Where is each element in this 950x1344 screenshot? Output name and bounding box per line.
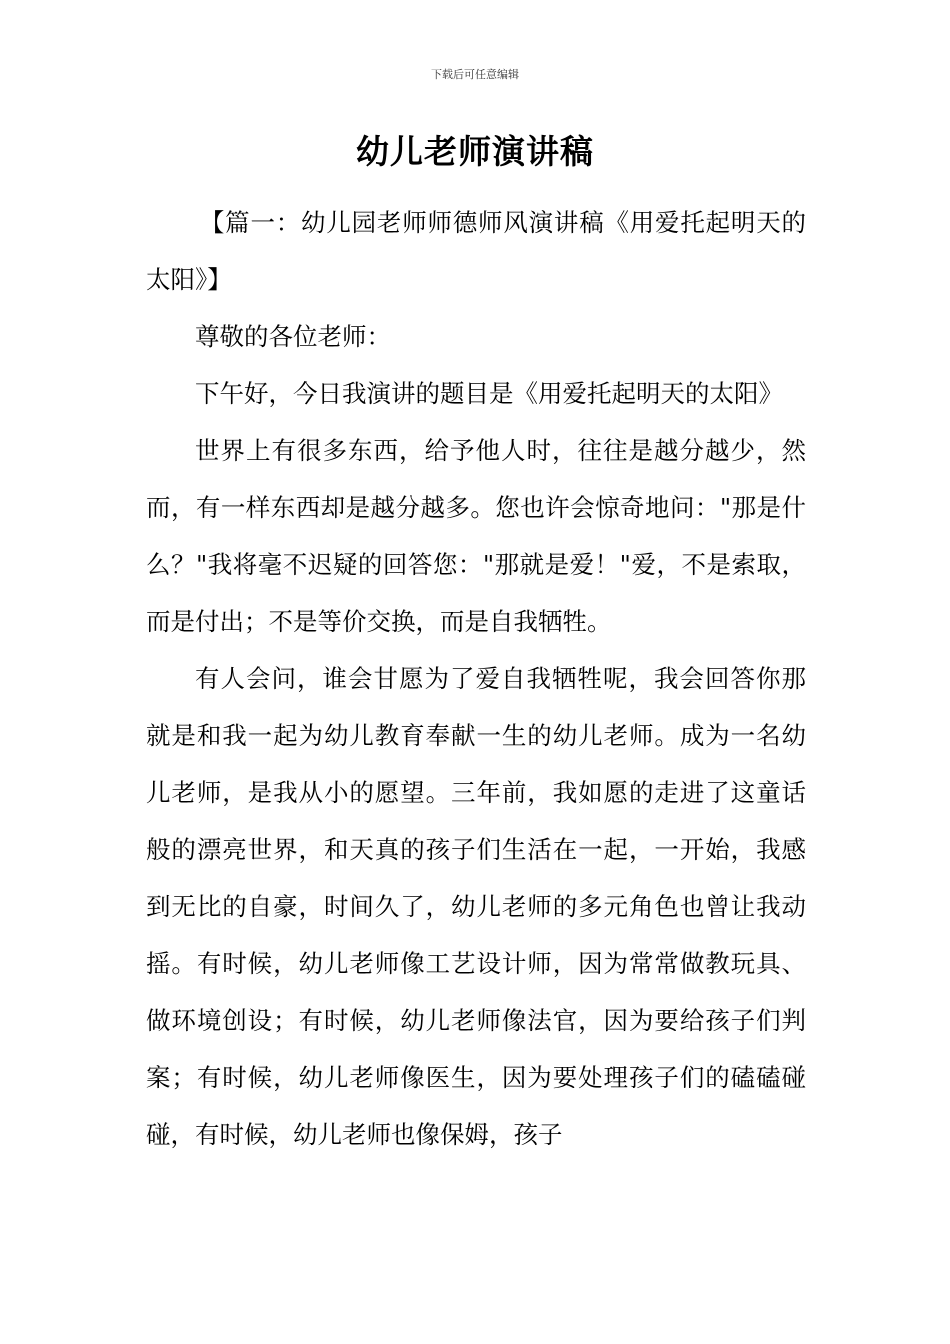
salutation-paragraph: 尊敬的各位老师： <box>195 322 391 351</box>
body-paragraph: 世界上有很多东西，给予他人时，往往是越分越少，然而，有一样东西却是越分越多。您也许会惊奇地问："那是什么？"我将毫不迟疑的回答您："那就是爱！"爱，不是索取，而是付出；不是等价交换，而是自我牺牲。 <box>146 436 806 636</box>
page-header-note: 下载后可任意编辑 <box>431 68 519 81</box>
body-paragraph: 有人会问，谁会甘愿为了爱自我牺牲呢，我会回答你那就是和我一起为幼儿教育奉献一生的幼儿老师。成为一名幼儿老师，是我从小的愿望。三年前，我如愿的走进了这童话般的漂亮世界，和天真的孩子们生活在一起，一开始，我感到无比的自豪，时间久了，幼儿老师的多元角色也曾让我动摇。有时候，幼儿老师像工艺设计师，因为常常做教玩具、做环境创设；有时候，幼儿老师像法官，因为要给孩子们判案；有时候，幼儿老师像医生，因为要处理孩子们的磕磕碰碰，有时候，幼儿老师也像保姆，孩子 <box>146 664 806 1149</box>
section-heading: 【篇一：幼儿园老师师德师风演讲稿《用爱托起明天的太阳》】 <box>146 208 806 294</box>
greeting-paragraph: 下午好，今日我演讲的题目是《用爱托起明天的太阳》 <box>195 379 783 408</box>
document-title: 幼儿老师演讲稿 <box>356 132 594 171</box>
document-body <box>146 194 806 1163</box>
